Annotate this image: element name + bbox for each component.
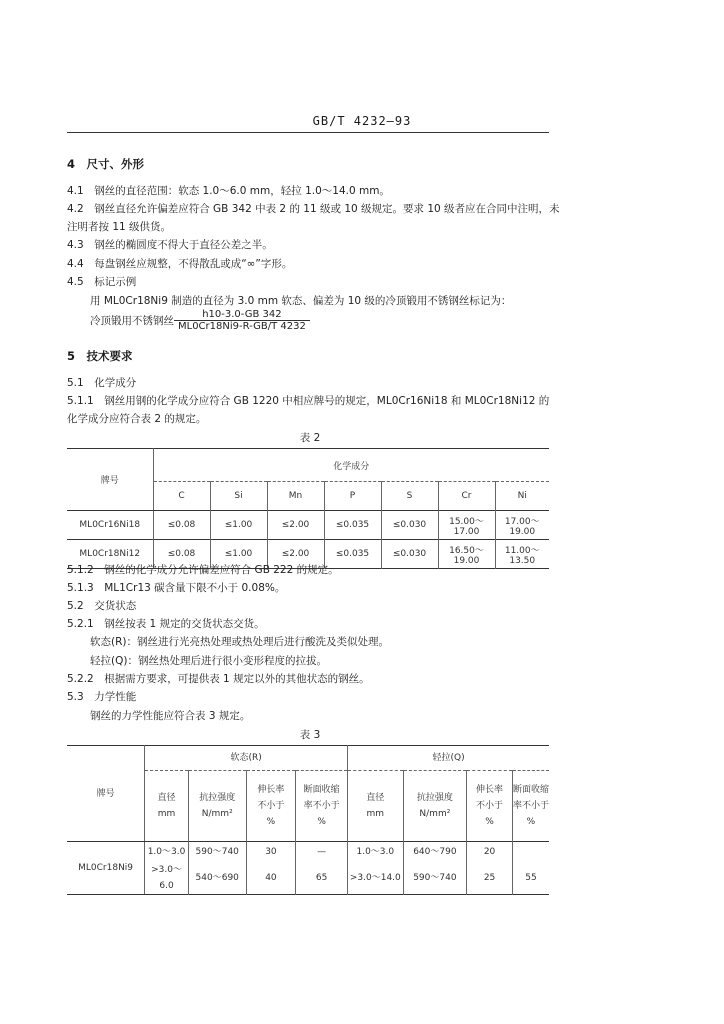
t2-row2-grade: ML0Cr18Ni12 (79, 549, 141, 559)
section-4-title: 4 尺寸、外形 (67, 157, 145, 171)
t2-row1-c: ≤0.08 (153, 511, 210, 540)
section-5-title: 5 技术要求 (67, 349, 133, 363)
para-5-3-text: 钢丝的力学性能应符合表 3 规定。 (90, 710, 251, 722)
t2-header-grade: 牌号 (67, 449, 153, 511)
t3-r1-c3: 30 (246, 842, 296, 863)
para-5-2-1-light: 轻拉(Q)：钢丝热处理后进行很小变形程度的拉拔。 (90, 655, 327, 667)
t2-row1-cr: 15.00～17.00 (438, 511, 495, 540)
t3-r2-c7: 25 (467, 862, 513, 895)
t3-r1-c6: 640～790 (403, 842, 467, 863)
t2-header-composition: 化学成分 (153, 449, 549, 482)
t2-col-si: Si (210, 482, 267, 511)
para-5-1-1-line1: 5.1.1 钢丝用钢的化学成分应符合 GB 1220 中相应牌号的规定，ML0Cr16Ni18 和 ML0Cr18Ni12 的 (67, 395, 550, 407)
t2-row1-si: ≤1.00 (210, 511, 267, 540)
marking-numerator: h10-3.0-GB 342 (174, 309, 310, 321)
t2-col-cr: Cr (438, 482, 495, 511)
para-4-5: 4.5 标记示例 (67, 276, 137, 288)
t2-row1-s: ≤0.030 (381, 511, 438, 540)
para-4-2-line2: 注明者按 11 级供货。 (67, 221, 172, 233)
t2-row1-p: ≤0.035 (324, 511, 381, 540)
t2-row2-c: ≤0.08 (153, 540, 210, 569)
t2-row1-grade: ML0Cr16Ni18 (79, 520, 141, 530)
para-4-2-line1: 4.2 钢丝直径允许偏差应符合 GB 342 中表 2 的 11 级或 10 级规定。要求 10 级者应在合同中注明，未 (67, 203, 560, 215)
t3-r2-c6: 590～740 (403, 862, 467, 895)
para-5-1-1-line2: 化学成分应符合表 2 的规定。 (67, 413, 207, 425)
t3-r1-c5: 1.0～3.0 (348, 842, 404, 863)
t3-col-light-reduction: 断面收缩 率不小于 % (512, 771, 549, 842)
table-3-caption: 表 3 (299, 729, 321, 741)
para-5-2-1-soft: 软态(R)：钢丝进行光亮热处理或热处理后进行酸洗及类似处理。 (90, 636, 389, 648)
t3-col-soft-reduction: 断面收缩 率不小于 % (296, 771, 348, 842)
t3-r2-c3: 40 (246, 862, 296, 895)
para-5-2-1: 5.2.1 钢丝按表 1 规定的交货状态交货。 (67, 618, 265, 630)
t3-r1-c1: 1.0～3.0 (145, 842, 189, 863)
document-header: GB/T 4232—93 (312, 114, 412, 128)
para-4-5-example: 用 ML0Cr18Ni9 制造的直径为 3.0 mm 软态、偏差为 10 级的冷顶锻用不锈钢丝标记为： (90, 295, 512, 307)
t2-row1-mn: ≤2.00 (267, 511, 324, 540)
t3-r2-c5: >3.0～14.0 (348, 862, 404, 895)
para-5-2: 5.2 交货状态 (67, 600, 137, 612)
marking-example (90, 309, 310, 332)
t2-col-p: P (324, 482, 381, 511)
t3-col-soft-tensile: 抗拉强度 N/mm² (188, 771, 246, 842)
t3-col-light-diameter: 直径 mm (348, 771, 404, 842)
header-rule (67, 132, 549, 133)
table-3 (67, 745, 549, 895)
t3-header-light: 轻拉(Q) (348, 746, 549, 771)
marking-denominator: ML0Cr18Ni9-R-GB/T 4232 (178, 321, 306, 332)
table-2-caption: 表 2 (299, 432, 321, 444)
t3-col-light-elongation: 伸长率 不小于 % (467, 771, 513, 842)
t2-row2-s: ≤0.030 (381, 540, 438, 569)
t2-row2-si: ≤1.00 (210, 540, 267, 569)
t3-col-soft-elongation: 伸长率 不小于 % (246, 771, 296, 842)
t2-row2-cr: 16.50～19.00 (438, 540, 495, 569)
table-2 (67, 448, 549, 569)
t3-r2-c2: 540～690 (188, 862, 246, 895)
table-row (67, 842, 549, 863)
t3-r2-c8: 55 (512, 862, 549, 895)
para-4-3: 4.3 钢丝的椭圆度不得大于直径公差之半。 (67, 239, 273, 251)
t3-header-soft: 软态(R) (145, 746, 348, 771)
t3-r2-c4: 65 (296, 862, 348, 895)
para-4-4: 4.4 每盘钢丝应规整，不得散乱或成“∞”字形。 (67, 258, 293, 270)
t2-col-c: C (153, 482, 210, 511)
t3-r1-c4: — (296, 842, 348, 863)
t3-grade: ML0Cr18Ni9 (67, 842, 145, 895)
para-5-2-2: 5.2.2 根据需方要求，可提供表 1 规定以外的其他状态的钢丝。 (67, 673, 370, 685)
marking-label: 冷顶锻用不锈钢丝 (90, 315, 174, 327)
t2-row2-mn: ≤2.00 (267, 540, 324, 569)
para-5-1-2: 5.1.2 钢丝的化学成分允许偏差应符合 GB 222 的规定。 (67, 564, 339, 576)
t3-r1-c8 (512, 842, 549, 863)
t2-col-mn: Mn (267, 482, 324, 511)
table-row (67, 511, 549, 540)
t2-row2-p: ≤0.035 (324, 540, 381, 569)
t3-header-grade: 牌号 (67, 746, 145, 842)
para-5-1: 5.1 化学成分 (67, 377, 137, 389)
t2-row2-ni: 11.00～13.50 (495, 540, 549, 569)
t3-r2-c1: >3.0～6.0 (145, 862, 189, 895)
t3-r1-c7: 20 (467, 842, 513, 863)
t2-row1-ni: 17.00～19.00 (495, 511, 549, 540)
marking-fraction (174, 309, 310, 332)
t3-r1-c2: 590～740 (188, 842, 246, 863)
t2-col-ni: Ni (495, 482, 549, 511)
t2-col-s: S (381, 482, 438, 511)
para-5-1-3: 5.1.3 ML1Cr13 碳含量下限不小于 0.08%。 (67, 582, 286, 594)
t3-col-soft-diameter: 直径 mm (145, 771, 189, 842)
t3-col-light-tensile: 抗拉强度 N/mm² (403, 771, 467, 842)
para-5-3: 5.3 力学性能 (67, 691, 137, 703)
para-4-1: 4.1 钢丝的直径范围：软态 1.0～6.0 mm，轻拉 1.0～14.0 mm。 (67, 185, 390, 197)
